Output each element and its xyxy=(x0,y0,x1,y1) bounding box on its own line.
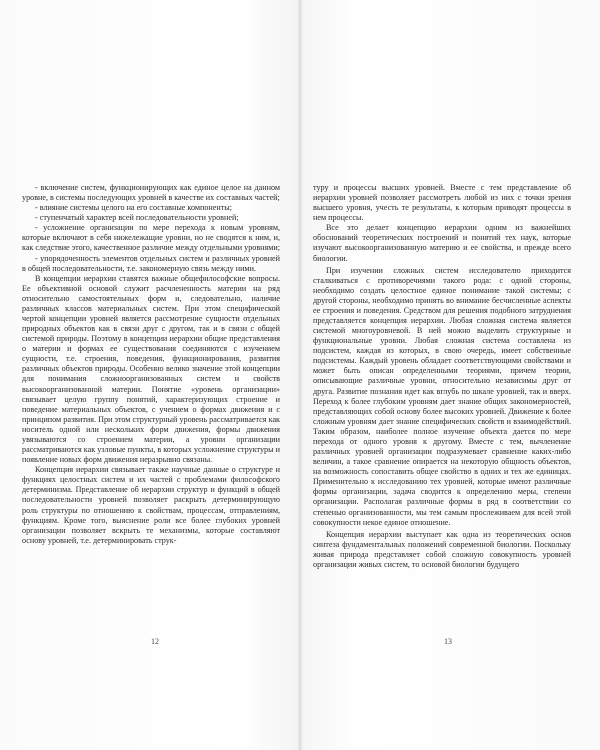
page-number-left: 12 xyxy=(151,637,159,646)
paragraph: Все это делает концепцию иерархии одним из важнейших обоснований теоретических построений и понятий тех наук, которые изучают высокоорганизованную материю и ее свойства, и прежде всего биологии. xyxy=(313,223,571,263)
paragraph: В концепции иерархии ставятся важные общефилософские вопросы. Ее объективной основой служит расчлененность материи на ряд относительно самостоятельных форм и, следовательно, наличие различных классов материальных систем. При этом специфической чертой концепции уровней является рассмотрение сущности отдельных природных объектов как в связи друг с другом, так и в связи с общей системой природы. Поэтому в концепции иерархии общие представления о материи и формах ее существования соединяются с изучением сущности, т.е. строения, поведения, функционирования, развития различных объектов природы. Особенно велико значение этой концепции для понимания сложноорганизованных систем и свойств высокоорганизованной материи. Понятие «уровень организации» связывает целую группу понятий, характеризующих строение и поведение материальных объектов, с учением о формах движения и с принципом развития. При этом структурный уровень рассматривается как носитель одной или нескольких форм движения, формы движения увязываются со строением материи, а уровни организации рассматриваются как узловые пункты, в которых усложнение структуры и появление новых форм движения неразрывно связаны. xyxy=(22,273,280,465)
paragraph: Концепция иерархии выступает как одна из теоретических основ синтеза фундаментальных положений современной биологии. Поскольку живая природа представляет собой сложную совокупность уровней организации живых систем, то основой биологии будущего xyxy=(313,529,571,569)
paragraph: - упорядоченность элементов отдельных систем и различных уровней в общей последовательности, т.е. закономерную связь между ними. xyxy=(22,253,280,273)
paragraph: При изучении сложных систем исследователю приходится сталкиваться с противоречиями такого рода: с одной стороны, необходимо создать целостное единое понимание такой системы; с другой стороны, необходимо принять во внимание бесчисленные аспекты ее строения и поведения. Средством для решения подобного затруднения представляется концепция иерархии. Любая сложная система является системой многоуровневой. В ней можно выделить структурные и функциональные уровни. Любая сложная система составлена из подсистем, каждая из которых, в свою очередь, имеет собственные подсистемы. Каждый уровень обладает соответствующими свойствами и может быть описан определенными теориями, причем теории, описывающие различные уровни, относительно независимы друг от друга. Развитие познания идет как вглубь по шкале уровней, так и вверх. Переход к более глубоким уровням дает знание общих закономерностей, представляющих собой основу более высоких уровней. Движение к более сложным уровням дает знание специфических свойств и взаимодействий. Таким образом, наиболее полное изучение объекта дается по мере перехода от одного уровня к другому. Вместе с тем, вычленение различных уровней организации подразумевает сравнение каких-либо величин, а такое сравнение опирается на некоторую общность объектов, на возможность сопоставить общее свойство в одних и тех же единицах. Применительно к исследованию тех уровней, которые имеют различные формы организации, задача сводится к определению меры, степени организации. Располагая различные формы в ряд в соответствии со степенью организованности, мы тем самым прослеживаем для всей этой совокупности некое единое отношение. xyxy=(313,265,571,527)
page-number-right: 13 xyxy=(444,637,452,646)
left-page xyxy=(22,183,280,546)
paragraph: туру и процессы высших уровней. Вместе с тем представление об иерархии уровней позволяет рассмотреть любой из них с точки зрения высшего уровня, учесть те результаты, к которым приводят процессы в нем процессы. xyxy=(313,183,571,223)
book-fold xyxy=(298,0,302,750)
paragraph: - влияние системы целого на его составные компоненты; xyxy=(35,203,232,213)
paragraph: - включение систем, функционирующих как единое целое на данном уровне, в системы последующих уровней в качестве их составных частей; xyxy=(22,183,280,203)
paragraph: Концепция иерархии связывает также научные данные о структуре и функциях целостных систем и их частей с проблемами философского детерминизма. Представление об иерархии структур и функций в общей последовательности уровней позволяет раскрыть детерминирующую роль структуры по отношению к свойствам, процессам, отправлениям, функциям. Кроме того, выяснение роли все более глубоких уровней организации позволяет вскрыть те механизмы, которые составляют основу уровней, т.е. детерминировать струк- xyxy=(22,465,280,545)
right-page xyxy=(313,183,571,570)
paragraph: - ступенчатый характер всей последовательности уровней; xyxy=(35,213,239,223)
paragraph: - усложнение организации по мере перехода к новым уровням, которые включают в себя нижележащие уровни, но не сводятся к ним, и, как следствие этого, качественное различие между отдельными уровнями; xyxy=(22,223,281,253)
